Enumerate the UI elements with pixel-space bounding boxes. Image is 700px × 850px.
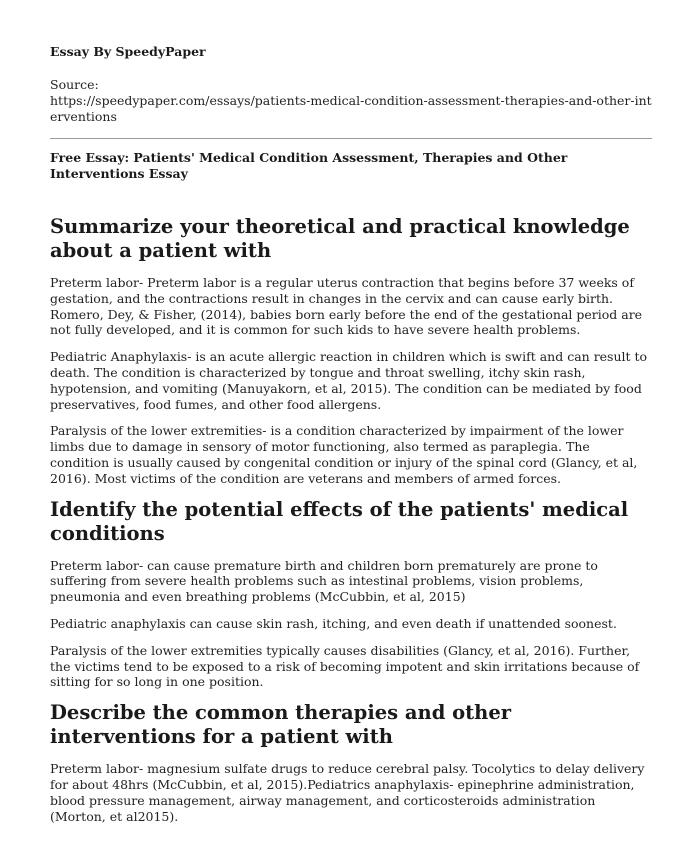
- document-brand: Essay By SpeedyPaper: [50, 44, 206, 59]
- section-heading: Identify the potential effects of the patients' medical conditions: [50, 497, 629, 545]
- source-label: Source:: [50, 77, 99, 92]
- paragraph: Paralysis of the lower extremities typically causes disabilities (Glancy, et al, 2016). Further, the victims tend to be exposed to a risk of becoming impotent and skin irritations because of sitting for so long in one position.: [50, 642, 640, 690]
- paragraph: Pediatric anaphylaxis can cause skin rash, itching, and even death if unattended soonest.: [50, 615, 617, 631]
- header-divider: [50, 138, 652, 139]
- section-effects: [50, 498, 652, 691]
- section-heading: Summarize your theoretical and practical knowledge about a patient with: [50, 215, 630, 262]
- essay-body: [50, 215, 652, 835]
- paragraph: Preterm labor- Preterm labor is a regular uterus contraction that begins before 37 weeks of gestation, and the contractions result in changes in the cervix and can cause early birth. Romero, Dey, & Fisher, (2014), babies born early before the end of the gestational period are not fully developed, and it is common for such kids to have severe health problems.: [50, 275, 643, 338]
- section-therapies: [50, 701, 652, 824]
- essay-title: Free Essay: Patients' Medical Condition Assessment, Therapies and Other Interventions Essay: [50, 150, 568, 181]
- paragraph: Paralysis of the lower extremities- is a condition characterized by impairment of the lower limbs due to damage in sensory of motor functioning, also termed as paraplegia. The condition is usually caused by congenital condition or injury of the spinal cord (Glancy, et al, 2016). Most victims of the condition are veterans and members of armed forces.: [50, 423, 638, 486]
- section-summary: [50, 215, 652, 487]
- paragraph: Preterm labor- can cause premature birth and children born prematurely are prone to suffering from severe health problems such as intestinal problems, vision problems, pneumonia and even breathing problems (McCubbin, et al, 2015): [50, 557, 598, 605]
- paragraph: Pediatric Anaphylaxis- is an acute allergic reaction in children which is swift and can result to death. The condition is characterized by tongue and throat swelling, itchy skin rash, hypotension, and vomiting (Manuyakorn, et al, 2015). The condition can be mediated by food preservatives, food fumes, and other food allergens.: [50, 349, 648, 412]
- section-heading: Describe the common therapies and other interventions for a patient with: [50, 701, 512, 749]
- source-url[interactable]: https://speedypaper.com/essays/patients-medical-condition-assessment-therapies-and-other-interventions: [50, 93, 652, 124]
- paragraph: Preterm labor- magnesium sulfate drugs to reduce cerebral palsy. Tocolytics to delay delivery for about 48hrs (McCubbin, et al, 2015).Pediatrics anaphylaxis- epinephrine administration, blood pressure management, airway management, and corticosteroids administration (Morton, et al2015).: [50, 761, 645, 824]
